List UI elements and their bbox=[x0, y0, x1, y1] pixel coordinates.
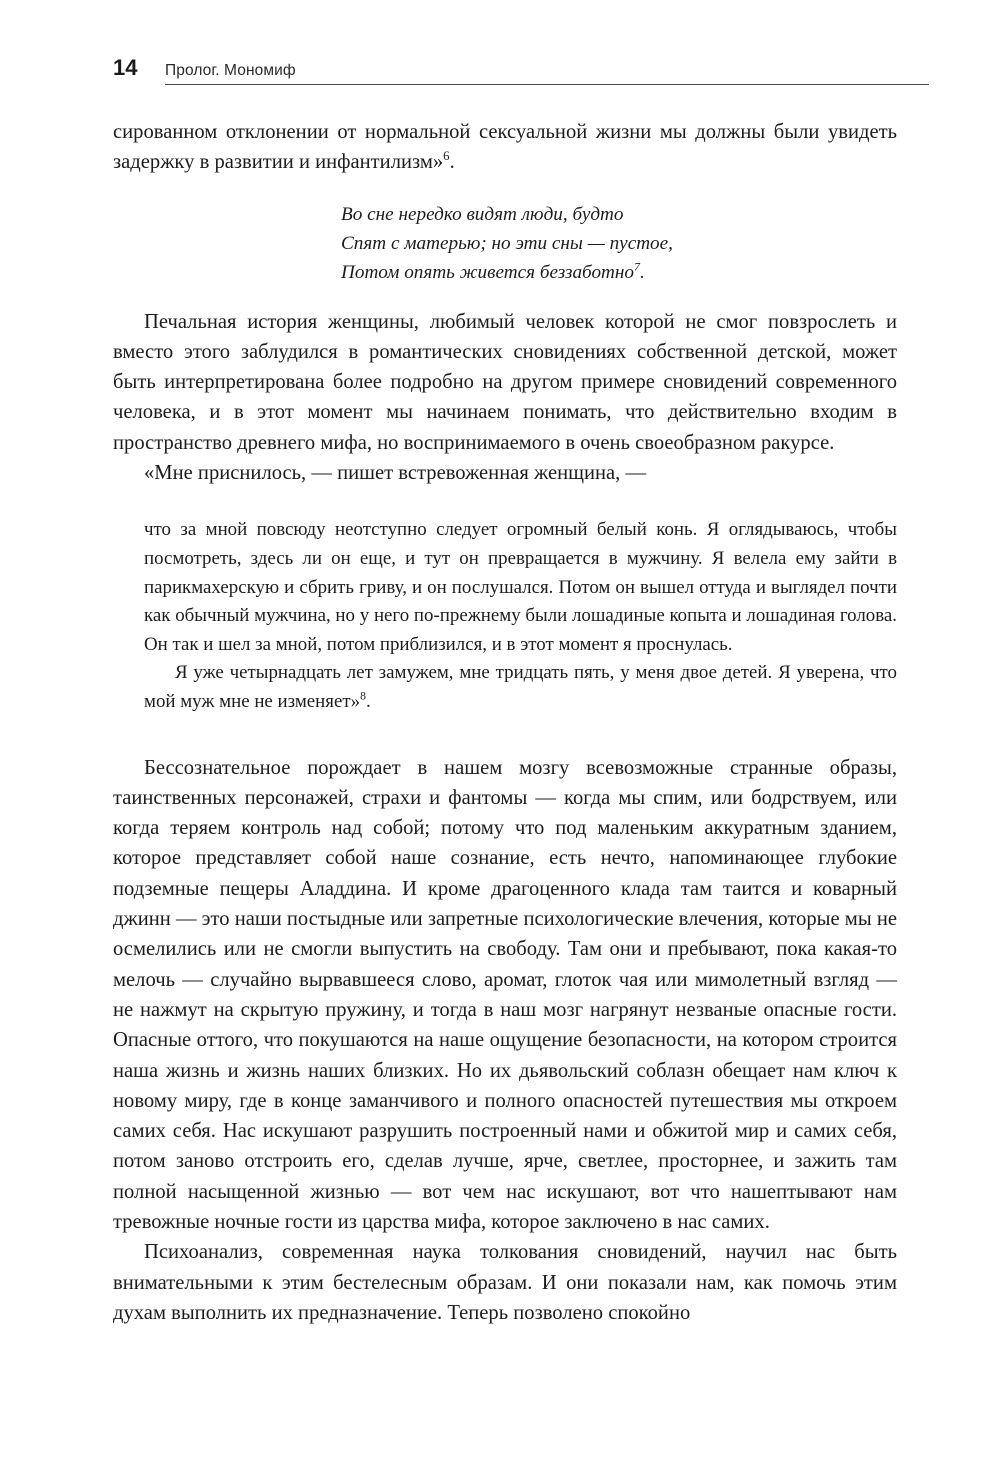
verse-line-1: Во сне нередко видят люди, будто bbox=[341, 203, 624, 225]
verse-line-3 bbox=[341, 258, 897, 287]
paragraph-continuation-text: сированном отклонении от нормальной сексуальной жизни мы должны были увидеть задержку в развитии и инфантилизм» bbox=[113, 121, 897, 174]
spacer-after-quote bbox=[113, 717, 897, 753]
header-divider bbox=[165, 84, 929, 85]
text-column bbox=[113, 117, 897, 1328]
spacer-before-quote bbox=[113, 488, 897, 516]
paragraph-psychoanalysis: Психоанализ, современная наука толкования сновидений, научил нас быть внимательными к этим бестелесным образам. И они показали нам, как помочь этим духам выполнить их предназначение. Теперь позволено спокойно bbox=[113, 1241, 897, 1324]
verse-line-3-text: Потом опять живется беззаботно bbox=[341, 261, 635, 283]
quotation-paragraph-2-text: Я уже четырнадцать лет замужем, мне тридцать пять, у меня двое детей. Я уверена, что мой муж мне не изменяет» bbox=[144, 662, 897, 712]
quotation-paragraph-2-tail: . bbox=[365, 690, 371, 712]
verse-line-2: Спят с матерью; но эти сны — пустое, bbox=[341, 232, 673, 254]
paragraph-continuation-tail: . bbox=[449, 151, 455, 174]
page-number: 14 bbox=[113, 55, 138, 80]
paragraph-lead-in: «Мне приснилось, — пишет встревоженная женщина, — bbox=[144, 462, 647, 485]
paragraph-continuation bbox=[113, 117, 897, 178]
inset-quotation bbox=[113, 516, 897, 716]
paragraph-sad-story: Печальная история женщины, любимый человек которой не смог повзрослеть и вместо этого заблудился в романтических сновидениях собственной детской, может быть интерпретирована более подробно на другом примере сновидений современного человека, и в этот момент мы начинаем понимать, что действительно входим в пространство древнего мифа, но воспринимаемого в очень своеобразном ракурсе. bbox=[113, 310, 897, 454]
footnote-marker-6: 6 bbox=[443, 149, 450, 164]
footnote-marker-8: 8 bbox=[360, 689, 366, 703]
running-title-wrap bbox=[165, 62, 929, 85]
verse-tail: . bbox=[639, 261, 645, 283]
quotation-paragraph-2 bbox=[144, 659, 897, 716]
footnote-marker-7: 7 bbox=[634, 259, 640, 274]
quotation-paragraph-1: что за мной повсюду неотступно следует огромный белый конь. Я оглядываюсь, чтобы посмотреть, здесь ли он еще, и тут он превращается в мужчину. Я велела ему зайти в парикмахерскую и сбрить гриву, и он послушался. Потом он вышел оттуда и выглядел почти как обычный мужчина, но у него по-прежнему были лошадиные копыта и лошадиная голова. Он так и шел за мной, потом приблизился, и в этот момент я проснулась. bbox=[144, 519, 897, 655]
running-head bbox=[113, 57, 929, 85]
spacer-after-verse bbox=[113, 287, 897, 307]
verse-epigraph bbox=[113, 200, 897, 287]
running-title: Пролог. Мономиф bbox=[165, 62, 296, 79]
paragraph-unconscious: Бессознательное порождает в нашем мозгу всевозможные странные образы, таинственных персонажей, страхи и фантомы — когда мы спим, или бодрствуем, или когда теряем контроль над собой; потому что под маленьким аккуратным зданием, которое представляет собой наше сознание, есть нечто, напоминающее глубокие подземные пещеры Аладдина. И кроме драгоценного клада там таится и коварный джинн — это наши постыдные или запретные психологические влечения, которые мы не осмелились или не смогли выпустить на свободу. Там они и пребывают, пока какая-то мелочь — случайно вырвавшееся слово, аромат, глоток чая или мимолетный взгляд — не нажмут на скрытую пружину, и тогда в наш мозг нагрянут незваные опасные гости. Опасные оттого, что покушаются на наше ощущение безопасности, на котором строится наша жизнь и жизнь наших близких. Но их дьявольский соблазн обещает нам ключ к новому миру, где в конце заманчивого и полного опасностей путешествия мы откроем самих себя. Нас искушают разрушить построенный нами и обжитой мир и самих себя, потом заново отстроить его, сделав лучше, ярче, светлее, просторнее, и зажить там полной насыщенной жизнью — вот чем нас искушают, вот что нашептывают нам тревожные ночные гости из царства мифа, которое заключено в нас самих. bbox=[113, 756, 897, 1233]
